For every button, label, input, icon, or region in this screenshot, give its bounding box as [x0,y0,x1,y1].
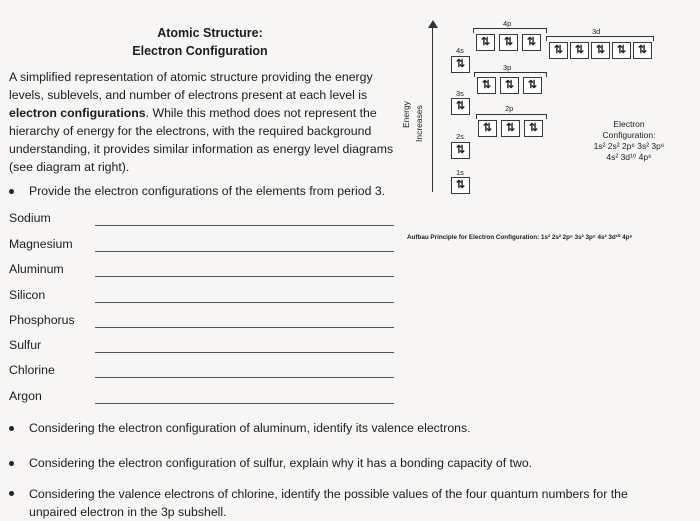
orbital-box-2s: ⇅ [451,142,470,159]
orbital-box-3d-4: ⇅ [612,42,631,59]
orbital-box-3s: ⇅ [451,98,470,115]
intro-bold-term: electron configurations [9,106,146,120]
question-chlorine [9,485,689,521]
question-sulfur [9,456,689,470]
orbital-label-4s: 4s [456,46,464,55]
bullet-period3 [9,184,385,198]
bullet-dot [9,461,14,466]
orbital-box-3d-3: ⇅ [591,42,610,59]
element-label: Chlorine [9,363,55,377]
config-title-2: Configuration: [602,130,656,140]
intro-paragraph [9,68,394,176]
bracket-3d [546,36,654,41]
orbital-label-2p: 2p [505,104,514,113]
orbital-box-3p-2: ⇅ [500,77,519,94]
config-block [570,119,688,163]
answer-row-magnesium [9,237,394,257]
answer-row-aluminum [9,262,394,282]
element-label: Sulfur [9,338,42,352]
orbital-box-1s: ⇅ [451,177,470,194]
answer-row-argon [9,389,394,409]
energy-axis-arrow [432,26,433,192]
energy-label: Energy [401,101,411,128]
answer-line[interactable] [95,251,394,252]
element-label: Silicon [9,288,46,302]
bullet-dot [9,189,14,194]
orbital-box-4p-3: ⇅ [522,34,541,51]
answer-row-sulfur [9,338,394,358]
orbital-box-3d-5: ⇅ [633,42,652,59]
orbital-label-3p: 3p [503,63,512,72]
bullet-period3-text: Provide the electron configurations of the elements from period 3. [29,184,386,198]
orbital-box-3d-2: ⇅ [570,42,589,59]
bullet-dot [9,426,14,431]
question-text: Considering the electron configuration of aluminum, identify its valence electrons. [29,421,471,435]
answer-row-chlorine [9,363,394,383]
orbital-box-4p-2: ⇅ [499,34,518,51]
element-label: Aluminum [9,262,64,276]
orbital-label-3s: 3s [456,89,464,98]
orbital-label-4p: 4p [503,19,512,28]
answer-line[interactable] [95,225,394,226]
title-line-2: Electron Configuration [132,44,268,58]
element-label: Sodium [9,211,51,225]
intro-text-2: . While this method does not represent the hierarchy of energy for the electrons, with the required background understanding, it provides similar information as energy level diagrams (see diagram at right). [9,106,394,174]
question-text: Considering the valence electrons of chlorine, identify the possible values of the four quantum numbers for the unpaired electron in the 3p subshell. [29,487,628,519]
config-line-1: 1s² 2s² 2p⁶ 3s² 3p⁶ [593,141,665,151]
question-text: Considering the electron configuration of sulfur, explain why it has a bonding capacity of two. [29,456,533,470]
bracket-4p [473,28,547,33]
config-line-2: 4s² 3d¹⁰ 4p⁶ [606,152,652,162]
answer-line[interactable] [95,352,394,353]
arrow-head-icon [428,20,438,28]
answer-line[interactable] [95,276,394,277]
bullet-dot [9,491,14,496]
orbital-label-2s: 2s [456,132,464,141]
aufbau-caption: Aufbau Principle for Electron Configuration: 1s² 2s² 2p⁶ 3s² 3p⁶ 4s² 3d¹⁰ 4p⁶ [407,234,633,241]
orbital-box-2p-3: ⇅ [524,120,543,137]
answer-row-sodium [9,211,394,231]
orbital-box-3p-1: ⇅ [477,77,496,94]
config-title-1: Electron [613,119,645,129]
question-aluminum [9,421,689,435]
bracket-2p [476,114,547,119]
answer-line[interactable] [95,302,394,303]
answer-line[interactable] [95,377,394,378]
orbital-label-3d: 3d [592,27,601,36]
orbital-box-4p-1: ⇅ [476,34,495,51]
answer-line[interactable] [95,403,394,404]
orbital-box-3p-3: ⇅ [523,77,542,94]
element-label: Argon [9,389,42,403]
orbital-box-2p-1: ⇅ [478,120,497,137]
intro-text-1: A simplified representation of atomic structure providing the energy levels, sublevels, and number of electrons present at each level is [9,70,373,102]
element-label: Magnesium [9,237,73,251]
orbital-box-4s: ⇅ [451,56,470,73]
orbital-box-3d-1: ⇅ [549,42,568,59]
answer-line[interactable] [95,327,394,328]
answer-row-silicon [9,288,394,308]
element-label: Phosphorus [9,313,75,327]
orbital-label-1s: 1s [456,168,464,177]
title-line-1: Atomic Structure: [157,26,263,40]
increases-label: Increases [414,105,424,142]
orbital-box-2p-2: ⇅ [501,120,520,137]
answer-row-phosphorus [9,313,394,333]
